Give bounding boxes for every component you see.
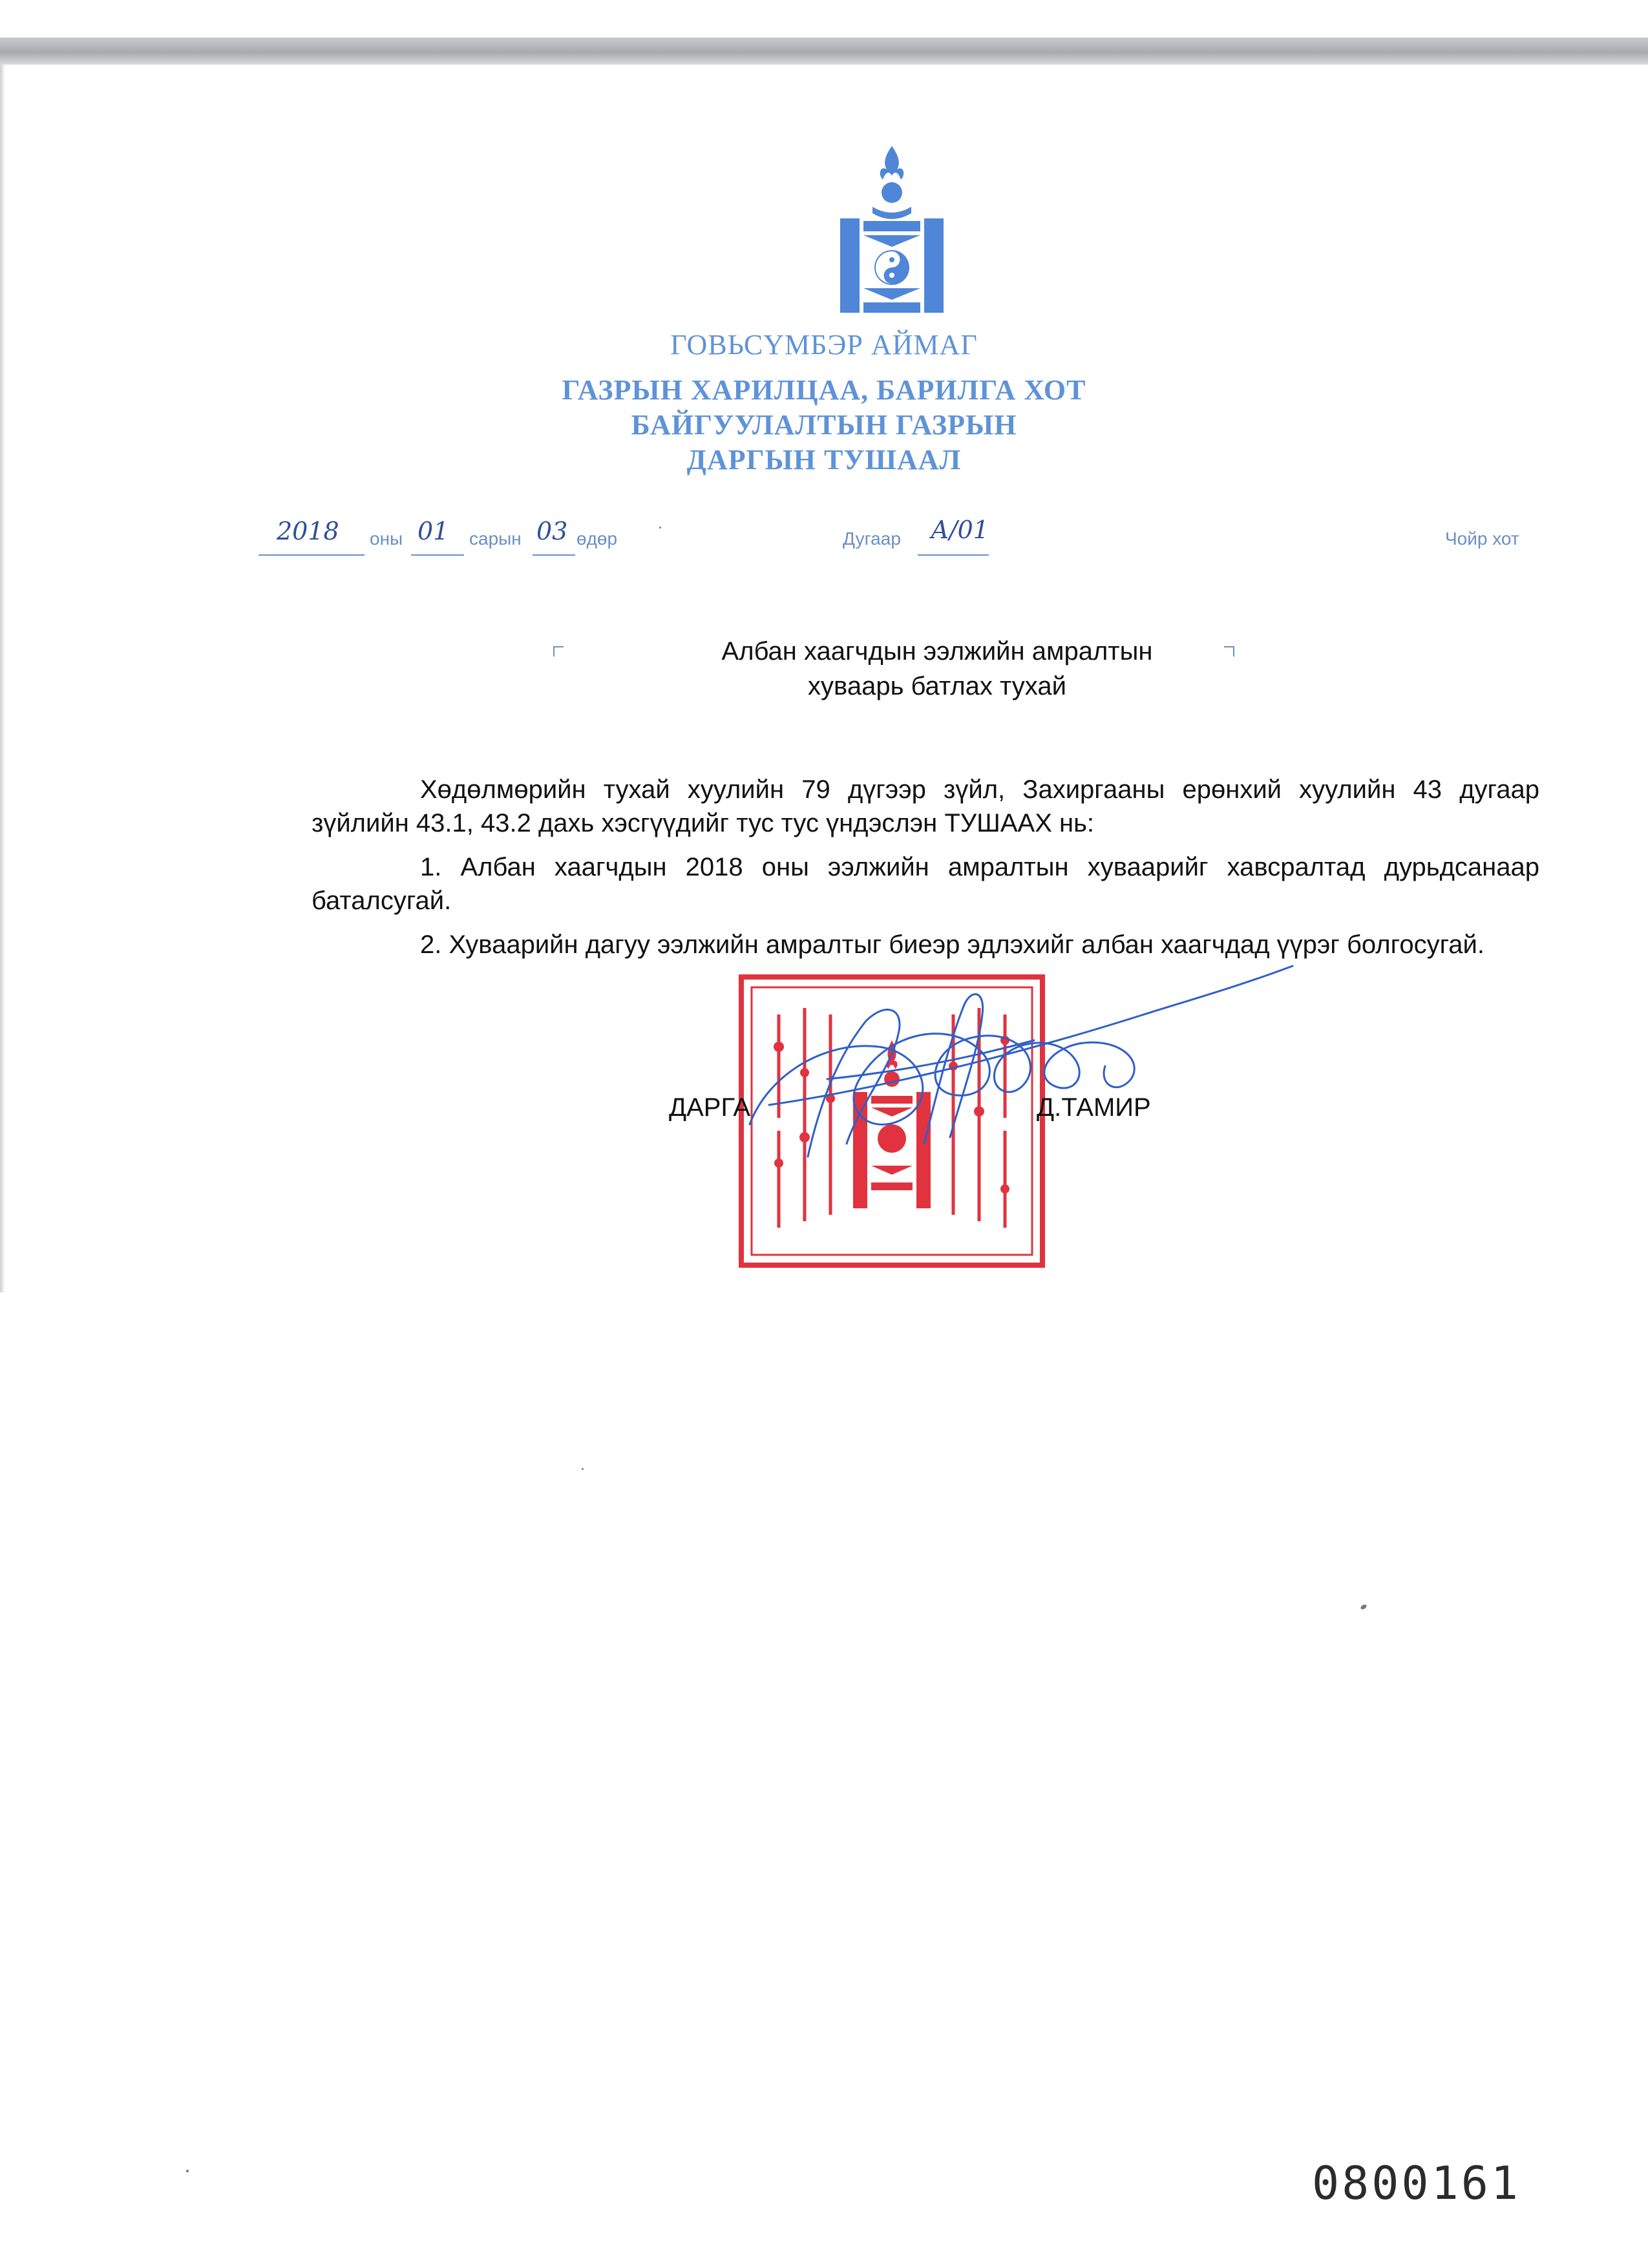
department-name-line2: БАЙГУУЛАЛТЫН ГАЗРЫН [631, 409, 1017, 441]
department-name-line1: ГАЗРЫН ХАРИЛЦАА, БАРИЛГА ХОТ [562, 374, 1086, 406]
day-value: 03 [536, 517, 568, 545]
aimag-name: ГОВЬСҮМБЭР АЙМАГ [670, 329, 978, 361]
intro-paragraph: Хөдөлмөрийн тухай хуулийн 79 дүгээр зүйл, Захиргааны ерөнхий хуулийн 43 дугаар зүйлийн 43.1, 43.2 дахь хэсгүүдийг тус тус үндэслэн ТУШААХ нь: [312, 775, 1539, 837]
handwritten-signature [730, 911, 1312, 1182]
signatory-title: ДАРГА [669, 1093, 751, 1122]
soyombo-emblem-icon [840, 146, 944, 313]
month-value: 01 [417, 517, 449, 545]
day-label: өдөр [576, 529, 618, 549]
subject-line2: хуваарь батлах тухай [808, 672, 1066, 700]
scanner-shadow [0, 65, 5, 1292]
order-item-1: 1. Албан хаагчдын 2018 оны ээлжийн амралтын хуваарийг хавсралтад дурьдсанаар баталсугай. [312, 853, 1539, 915]
order-item-2: 2. Хуваарийн дагуу ээлжийн амралтыг биеэр эдлэхийг албан хаагчдад үүрэг болгосугай. [420, 930, 1484, 959]
month-label: сарын [469, 529, 522, 549]
scanner-edge-bar [0, 37, 1648, 65]
order-number-value: А/01 [931, 516, 989, 544]
subject-line1: Албан хаагчдын ээлжийн амралтын [721, 637, 1153, 666]
year-value: 2018 [277, 517, 339, 545]
order-title: ДАРГЫН ТУШААЛ [686, 444, 962, 476]
city-name: Чойр хот [1445, 529, 1519, 549]
year-label: оны [370, 529, 403, 549]
document-serial-number: 0800161 [1312, 2157, 1521, 2210]
subject-corner-left [553, 646, 564, 656]
order-number-label: Дугаар [843, 529, 901, 549]
signatory-name: Д.ТАМИР [1037, 1093, 1151, 1122]
